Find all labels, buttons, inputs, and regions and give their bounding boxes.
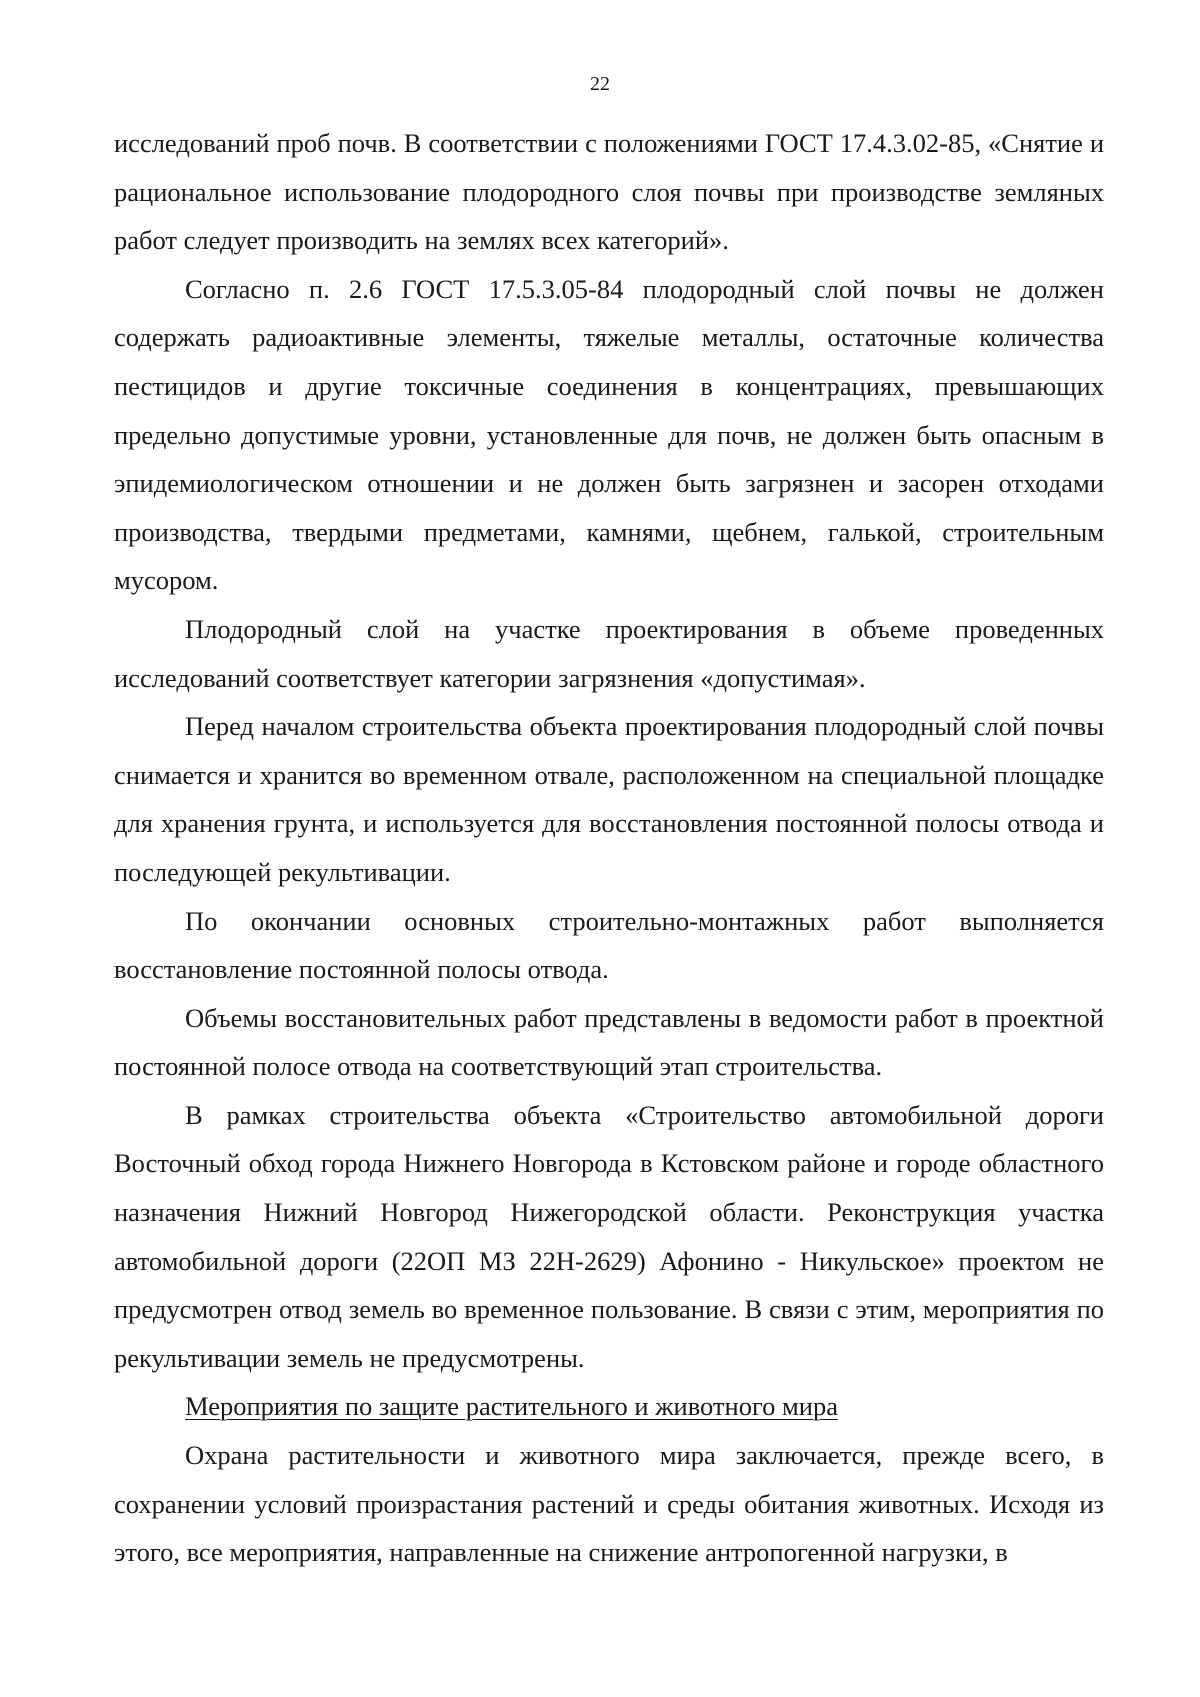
section-heading (114, 1382, 1104, 1431)
paragraph-topsoil-removal: Перед началом строительства объекта проектирования плодородный слой почвы снимается и хранится во временном отвале, расположенном на специальной площадке для хранения грунта, и используется для восстановления постоянной полосы отвода и последующей рекультивации. (114, 711, 1104, 887)
document-body (114, 119, 1104, 1577)
paragraph-gost-requirements: Согласно п. 2.6 ГОСТ 17.5.3.05-84 плодородный слой почвы не должен содержать радиоактивные элементы, тяжелые металлы, остаточные количества пестицидов и другие токсичные соединения в концентрациях, превышающих предельно допустимые уровни, установленные для почв, не должен быть опасным в эпидемиологическом отношении и не должен быть загрязнен и засорен отходами производства, твердыми предметами, камнями, щебнем, галькой, строительным мусором. (114, 273, 1104, 596)
paragraph-continuation: исследований проб почв. В соответствии с положениями ГОСТ 17.4.3.02-85, «Снятие и рациональное использование плодородного слоя почвы при производстве земляных работ следует производить на землях всех категорий». (114, 128, 1104, 256)
paragraph-flora-fauna-protection: Охрана растительности и животного мира заключается, прежде всего, в сохранении условий произрастания растений и среды обитания животных. Исходя из этого, все мероприятия, направленные на снижение антропогенной нагрузки, в (114, 1440, 1104, 1568)
section-heading-text: Мероприятия по защите растительного и животного мира (185, 1391, 838, 1422)
page-number: 22 (590, 73, 610, 95)
paragraph-restoration-volumes: Объемы восстановительных работ представлены в ведомости работ в проектной постоянной полосе отвода на соответствующий этап строительства. (114, 1002, 1104, 1082)
paragraph-contamination-category: Плодородный слой на участке проектирования в объеме проведенных исследований соответствует категории загрязнения «допустимая». (114, 613, 1104, 693)
paragraph-project-scope: В рамках строительства объекта «Строительство автомобильной дороги Восточный обход города Нижнего Новгорода в Кстовском районе и городе областного назначения Нижний Новгород Нижегородской области. Реконструкция участка автомобильной дороги (22ОП МЗ 22Н-2629) Афонино - Никульское» проектом не предусмотрен отвод земель во временное пользование. В связи с этим, мероприятия по рекультивации земель не предусмотрены. (114, 1099, 1104, 1373)
paragraph-right-of-way-restoration: По окончании основных строительно-монтажных работ выполняется восстановление постоянной полосы отвода. (114, 905, 1104, 985)
